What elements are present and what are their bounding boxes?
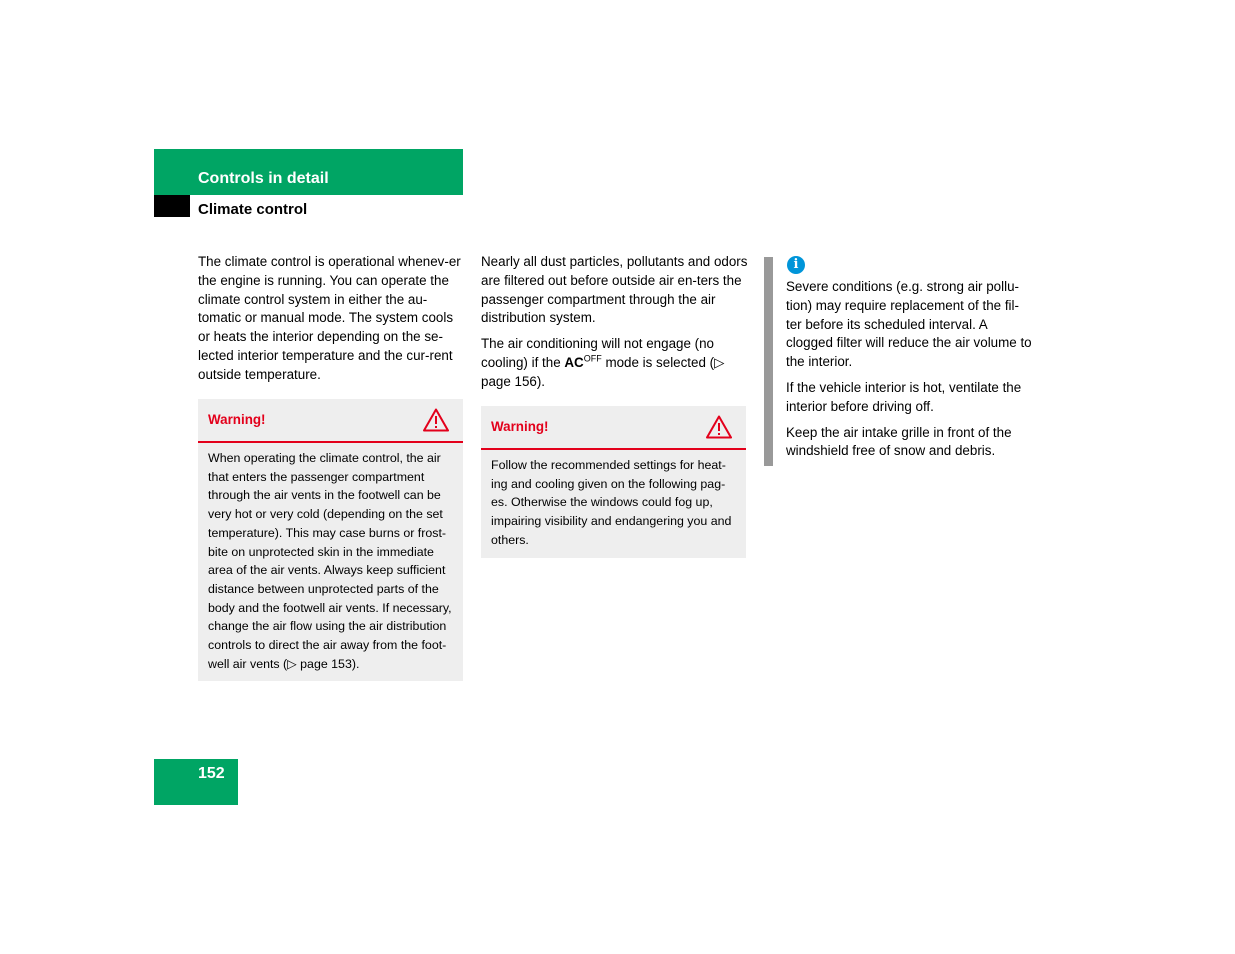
- warning-triangle-icon: [706, 415, 732, 439]
- info-icon: i: [787, 256, 805, 274]
- warning-triangle-icon: [423, 408, 449, 432]
- column-2: [481, 253, 749, 399]
- subsection-title: Climate control: [198, 201, 308, 218]
- warning-label: Warning!: [208, 412, 266, 427]
- warning-header: [198, 399, 463, 443]
- off-label: OFF: [583, 353, 602, 364]
- info-paragraph-grille: Keep the air intake grille in front of the windshield free of snow and debris.: [786, 424, 1012, 459]
- warning-box-footwell: [198, 399, 463, 681]
- filter-paragraph: Nearly all dust particles, pollutants and odors are filtered out before outside air en-ters the passenger compartment through the air distribution system.: [481, 254, 748, 326]
- intro-paragraph: The climate control is operational whenev-er the engine is running. You can operate the climate control system in either the au-tomatic or manual mode. The system cools or heats the interior depending on the se-lected interior temperature and the cur-rent outside temperature.: [198, 254, 461, 382]
- page-number-box: [154, 759, 238, 805]
- warning-text: Follow the recommended settings for heat-ing and cooling given on the following pag-es. Otherwise the windows could fog up, impairing visibility and endangering you and others.: [491, 458, 732, 547]
- subsection-marker: [154, 195, 190, 217]
- section-title: Controls in detail: [198, 170, 329, 187]
- info-paragraph-ventilate: If the vehicle interior is hot, ventilate the interior before driving off.: [786, 379, 1022, 414]
- ac-label: AC: [564, 354, 584, 370]
- ac-paragraph: The air conditioning will not engage (no cooling) if the $AC^{OFF}$ mode is selected (▷ page 156).: [481, 336, 725, 389]
- info-column: [786, 278, 1034, 468]
- warning-text: When operating the climate control, the air that enters the passenger compartment through the air vents in the footwell can be very hot or very cold (depending on the set temperature). This may case burns or frost-bite on unprotected skin in the immediate area of the air vents. Always keep sufficient distance between unprotected parts of the body and the footwell air vents. If necessary, change the air flow using the air distribution controls to direct the air away from the foot-well air vents (▷ page 153).: [208, 451, 452, 671]
- page-number: 152: [198, 765, 225, 782]
- info-sidebar-bar: [764, 257, 773, 466]
- warning-label: Warning!: [491, 419, 549, 434]
- column-1: [198, 253, 466, 392]
- warning-box-settings: [481, 406, 746, 558]
- info-paragraph-filter: Severe conditions (e.g. strong air pollu-tion) may require replacement of the fil-ter before its scheduled interval. A clogged filter will reduce the air volume to the interior.: [786, 279, 1032, 370]
- warning-header: [481, 406, 746, 450]
